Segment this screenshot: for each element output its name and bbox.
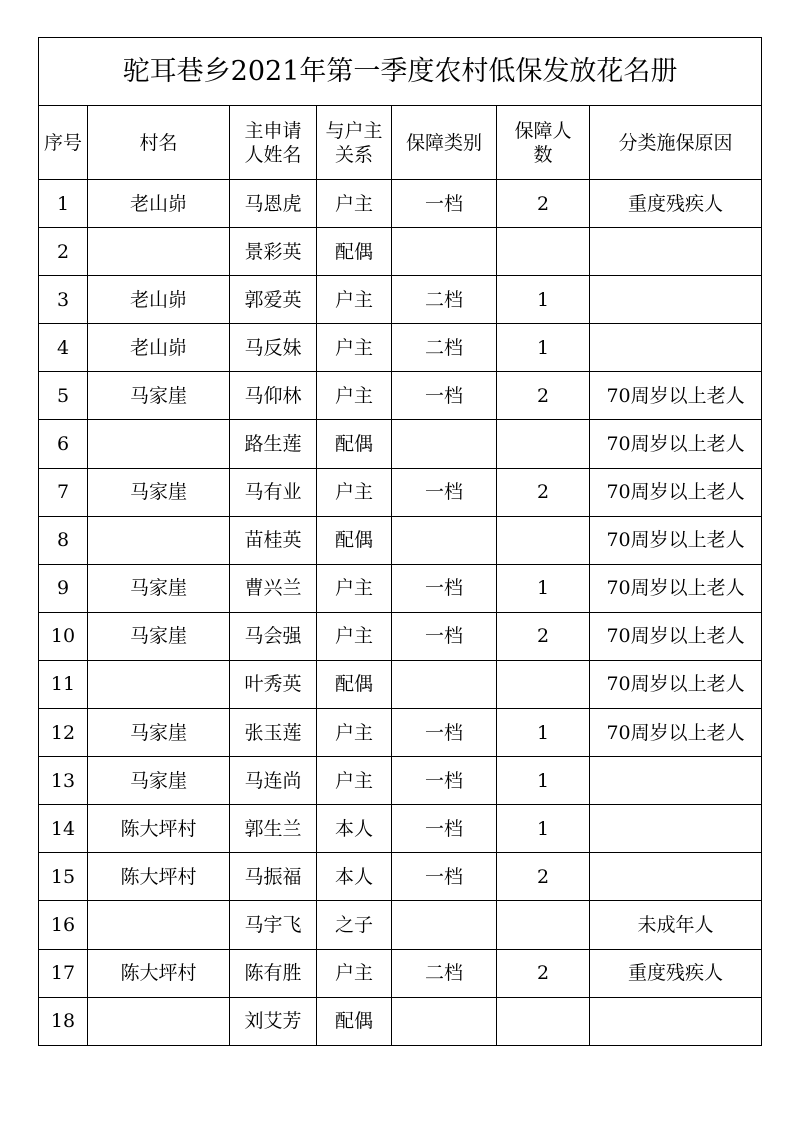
- cell-relation: 配偶: [317, 660, 392, 708]
- cell-count: 2: [497, 853, 590, 901]
- cell-reason: [590, 805, 762, 853]
- cell-reason: 70周岁以上老人: [590, 420, 762, 468]
- cell-category: 一档: [392, 564, 497, 612]
- table-row: [39, 228, 762, 276]
- cell-seq: 2: [39, 228, 88, 276]
- cell-count: 2: [497, 180, 590, 228]
- cell-reason: 重度残疾人: [590, 949, 762, 997]
- header-relation-line1: 与户主: [325, 119, 383, 142]
- cell-village: 老山峁: [88, 276, 230, 324]
- cell-category: 一档: [392, 180, 497, 228]
- cell-name: 曹兴兰: [230, 564, 317, 612]
- cell-seq: 13: [39, 757, 88, 805]
- cell-seq: 17: [39, 949, 88, 997]
- cell-seq: 9: [39, 564, 88, 612]
- cell-count: 1: [497, 709, 590, 757]
- cell-name: 马连尚: [230, 757, 317, 805]
- cell-reason: [590, 853, 762, 901]
- cell-reason: [590, 997, 762, 1045]
- cell-name: 马会强: [230, 612, 317, 660]
- cell-count: 2: [497, 949, 590, 997]
- table-row: [39, 468, 762, 516]
- cell-relation: 本人: [317, 853, 392, 901]
- header-reason: 分类施保原因: [590, 106, 762, 180]
- cell-reason: 70周岁以上老人: [590, 660, 762, 708]
- cell-relation: 配偶: [317, 997, 392, 1045]
- cell-seq: 4: [39, 324, 88, 372]
- cell-seq: 7: [39, 468, 88, 516]
- cell-category: [392, 997, 497, 1045]
- header-relation-line2: 关系: [334, 143, 373, 166]
- cell-seq: 1: [39, 180, 88, 228]
- header-count-line1: 保障人: [514, 119, 572, 142]
- cell-count: 2: [497, 612, 590, 660]
- cell-count: [497, 660, 590, 708]
- cell-village: [88, 901, 230, 949]
- cell-relation: 户主: [317, 757, 392, 805]
- cell-name: 马有业: [230, 468, 317, 516]
- cell-relation: 本人: [317, 805, 392, 853]
- cell-reason: 70周岁以上老人: [590, 709, 762, 757]
- table-row: [39, 516, 762, 564]
- cell-village: 马家崖: [88, 468, 230, 516]
- cell-relation: 户主: [317, 564, 392, 612]
- cell-category: [392, 516, 497, 564]
- cell-name: 郭爱英: [230, 276, 317, 324]
- cell-relation: 户主: [317, 709, 392, 757]
- header-applicant-line2: 人姓名: [244, 143, 302, 166]
- cell-name: 叶秀英: [230, 660, 317, 708]
- cell-name: 张玉莲: [230, 709, 317, 757]
- cell-village: 陈大坪村: [88, 949, 230, 997]
- cell-category: [392, 420, 497, 468]
- cell-count: 1: [497, 276, 590, 324]
- cell-category: 一档: [392, 372, 497, 420]
- roster-table: [38, 37, 762, 1046]
- cell-reason: 重度残疾人: [590, 180, 762, 228]
- cell-name: 刘艾芳: [230, 997, 317, 1045]
- cell-category: 一档: [392, 468, 497, 516]
- cell-seq: 3: [39, 276, 88, 324]
- cell-relation: 户主: [317, 949, 392, 997]
- cell-relation: 户主: [317, 468, 392, 516]
- cell-name: 苗桂英: [230, 516, 317, 564]
- cell-category: 二档: [392, 324, 497, 372]
- cell-category: 一档: [392, 612, 497, 660]
- cell-category: [392, 901, 497, 949]
- cell-reason: [590, 324, 762, 372]
- cell-seq: 10: [39, 612, 88, 660]
- cell-count: 1: [497, 324, 590, 372]
- cell-category: 二档: [392, 276, 497, 324]
- header-village: 村名: [88, 106, 230, 180]
- cell-count: 1: [497, 757, 590, 805]
- table-row: [39, 180, 762, 228]
- cell-reason: 未成年人: [590, 901, 762, 949]
- cell-village: [88, 516, 230, 564]
- cell-seq: 16: [39, 901, 88, 949]
- cell-name: 马仰林: [230, 372, 317, 420]
- cell-name: 景彩英: [230, 228, 317, 276]
- table-row: [39, 757, 762, 805]
- cell-village: 马家崖: [88, 372, 230, 420]
- cell-village: 陈大坪村: [88, 853, 230, 901]
- cell-relation: 配偶: [317, 228, 392, 276]
- cell-relation: 户主: [317, 612, 392, 660]
- cell-reason: [590, 228, 762, 276]
- cell-name: 陈有胜: [230, 949, 317, 997]
- cell-category: [392, 228, 497, 276]
- header-seq: 序号: [39, 106, 88, 180]
- cell-village: 陈大坪村: [88, 805, 230, 853]
- cell-count: [497, 228, 590, 276]
- cell-name: 路生莲: [230, 420, 317, 468]
- cell-seq: 8: [39, 516, 88, 564]
- header-applicant-line1: 主申请: [244, 119, 302, 142]
- header-applicant: [230, 106, 317, 180]
- table-row: [39, 660, 762, 708]
- cell-village: [88, 420, 230, 468]
- table-row: [39, 420, 762, 468]
- table-row: [39, 564, 762, 612]
- cell-name: 马反妹: [230, 324, 317, 372]
- cell-relation: 户主: [317, 180, 392, 228]
- table-body: [39, 180, 762, 1046]
- cell-reason: 70周岁以上老人: [590, 612, 762, 660]
- cell-relation: 配偶: [317, 420, 392, 468]
- cell-relation: 配偶: [317, 516, 392, 564]
- cell-village: 老山峁: [88, 324, 230, 372]
- cell-count: [497, 420, 590, 468]
- cell-relation: 户主: [317, 276, 392, 324]
- cell-seq: 14: [39, 805, 88, 853]
- cell-count: 2: [497, 468, 590, 516]
- cell-count: [497, 997, 590, 1045]
- cell-reason: 70周岁以上老人: [590, 564, 762, 612]
- table-row: [39, 372, 762, 420]
- header-count-line2: 数: [533, 143, 553, 166]
- cell-category: 一档: [392, 757, 497, 805]
- cell-seq: 11: [39, 660, 88, 708]
- table-row: [39, 949, 762, 997]
- cell-reason: 70周岁以上老人: [590, 372, 762, 420]
- cell-village: [88, 660, 230, 708]
- cell-name: 郭生兰: [230, 805, 317, 853]
- cell-name: 马振福: [230, 853, 317, 901]
- table-row: [39, 901, 762, 949]
- table-row: [39, 805, 762, 853]
- table-row: [39, 997, 762, 1045]
- cell-count: 1: [497, 564, 590, 612]
- cell-seq: 12: [39, 709, 88, 757]
- cell-village: 马家崖: [88, 709, 230, 757]
- table-row: [39, 612, 762, 660]
- cell-count: [497, 516, 590, 564]
- table-row: [39, 709, 762, 757]
- cell-category: 一档: [392, 709, 497, 757]
- header-count: [497, 106, 590, 180]
- cell-village: [88, 997, 230, 1045]
- cell-category: [392, 660, 497, 708]
- cell-village: [88, 228, 230, 276]
- cell-relation: 之子: [317, 901, 392, 949]
- cell-category: 一档: [392, 853, 497, 901]
- cell-count: [497, 901, 590, 949]
- cell-reason: [590, 276, 762, 324]
- cell-seq: 18: [39, 997, 88, 1045]
- cell-reason: 70周岁以上老人: [590, 516, 762, 564]
- table-row: [39, 853, 762, 901]
- cell-village: 马家崖: [88, 564, 230, 612]
- cell-category: 二档: [392, 949, 497, 997]
- cell-village: 老山峁: [88, 180, 230, 228]
- cell-name: 马恩虎: [230, 180, 317, 228]
- cell-reason: 70周岁以上老人: [590, 468, 762, 516]
- table-row: [39, 276, 762, 324]
- cell-seq: 5: [39, 372, 88, 420]
- cell-relation: 户主: [317, 324, 392, 372]
- cell-name: 马宇飞: [230, 901, 317, 949]
- cell-village: 马家崖: [88, 612, 230, 660]
- header-row: [39, 106, 762, 180]
- cell-relation: 户主: [317, 372, 392, 420]
- document-title: 驼耳巷乡2021年第一季度农村低保发放花名册: [39, 38, 762, 106]
- table-row: [39, 324, 762, 372]
- cell-reason: [590, 757, 762, 805]
- cell-count: 2: [497, 372, 590, 420]
- cell-count: 1: [497, 805, 590, 853]
- header-relation: [317, 106, 392, 180]
- cell-category: 一档: [392, 805, 497, 853]
- cell-seq: 6: [39, 420, 88, 468]
- header-category: 保障类别: [392, 106, 497, 180]
- cell-seq: 15: [39, 853, 88, 901]
- cell-village: 马家崖: [88, 757, 230, 805]
